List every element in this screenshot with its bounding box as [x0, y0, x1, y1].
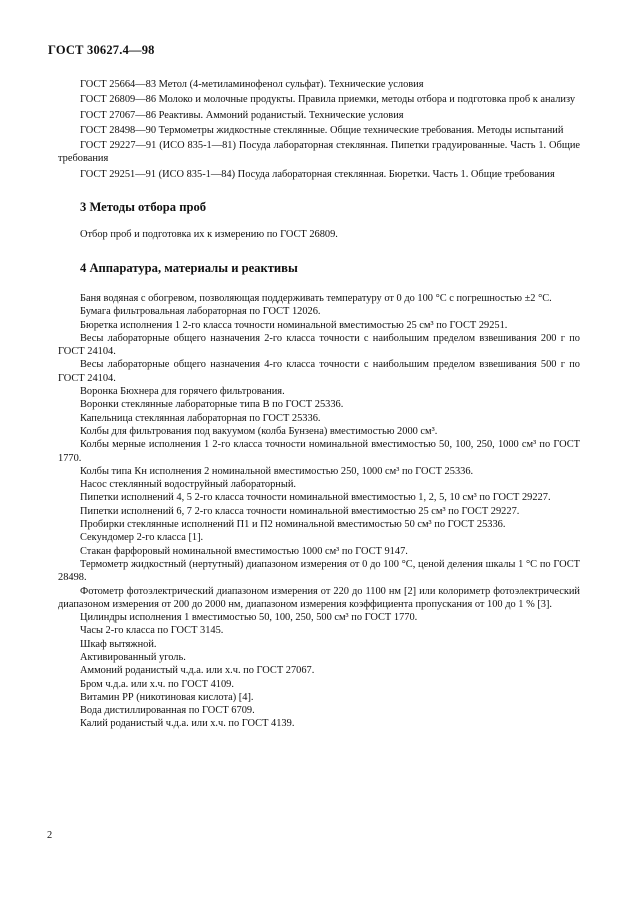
equipment-item: Активированный уголь.: [80, 651, 186, 663]
equipment-item: Насос стеклянный водоструйный лабораторный.: [80, 479, 297, 491]
equipment-item: Шкаф вытяжной.: [80, 638, 157, 650]
page-number: 2: [47, 830, 53, 841]
equipment-item: Пробирки стеклянные исполнений П1 и П2 номинальной вместимостью 50 см³ по ГОСТ 25336.: [80, 519, 506, 531]
reference-item: ГОСТ 28498—90 Термометры жидкостные стеклянные. Общие технические требования. Методы испытаний: [80, 124, 564, 136]
reference-item: ГОСТ 25664—83 Метол (4-метиламинофенол сульфат). Технические условия: [80, 79, 424, 90]
equipment-item: Баня водяная с обогревом, позволяющая поддерживать температуру от 0 до 100 °С с погрешностью ±2 °С.: [80, 292, 552, 304]
equipment-item: Фотометр фотоэлектрический диапазоном измерения от 220 до 1100 нм [2] или колориметр фотоэлектрический диапазоном измерения от 200 до 2000 нм, диапазоном измерения коэффициента пропускания от 100 до 1 % [3].: [58, 585, 580, 610]
equipment-item: Термометр жидкостный (нертутный) диапазоном измерения от 0 до 100 °С, ценой деления шкалы 1 °С по ГОСТ 28498.: [58, 558, 580, 584]
equipment-item: Вода дистиллированная по ГОСТ 6709.: [80, 705, 255, 717]
reference-item: ГОСТ 27067—86 Реактивы. Аммоний роданистый. Технические условия: [80, 109, 404, 121]
equipment-item: Колбы типа Кн исполнения 2 номинальной вместимостью 250, 1000 см³ по ГОСТ 25336.: [80, 465, 474, 477]
reference-item: ГОСТ 29251—91 (ИСО 835-1—84) Посуда лабораторная стеклянная. Бюретки. Часть 1. Общие требования: [80, 168, 555, 180]
document-header: ГОСТ 30627.4—98: [48, 43, 155, 57]
equipment-item: Стакан фарфоровый номинальной вместимостью 1000 см³ по ГОСТ 9147.: [80, 545, 408, 557]
equipment-item: Цилиндры исполнения 1 вместимостью 50, 100, 250, 500 см³ по ГОСТ 1770.: [80, 612, 418, 624]
references-list: [58, 78, 580, 181]
equipment-list: [58, 292, 580, 731]
page-content: [58, 78, 580, 731]
section-3-text: Отбор проб и подготовка их к измерению по ГОСТ 26809.: [80, 229, 338, 241]
equipment-item: Калий роданистый ч.д.а. или х.ч. по ГОСТ 4139.: [80, 718, 295, 730]
equipment-item: Часы 2-го класса по ГОСТ 3145.: [80, 625, 224, 637]
reference-item: ГОСТ 26809—86 Молоко и молочные продукты. Правила приемки, методы отбора и подготовка проб к анализу: [80, 94, 576, 106]
equipment-item: Воронка Бюхнера для горячего фильтрования.: [80, 386, 285, 398]
equipment-item: Бюретка исполнения 1 2-го класса точности номинальной вместимостью 25 см³ по ГОСТ 29251.: [80, 319, 508, 331]
reference-item: ГОСТ 29227—91 (ИСО 835-1—81) Посуда лабораторная стеклянная. Пипетки градуированные. Часть 1. Общие требования: [58, 140, 580, 165]
equipment-item: Пипетки исполнений 6, 7 2-го класса точности номинальной вместимостью 25 см³ по ГОСТ 29227.: [80, 505, 520, 517]
equipment-item: Воронки стеклянные лабораторные типа В по ГОСТ 25336.: [80, 399, 344, 411]
equipment-item: Пипетки исполнений 4, 5 2-го класса точности номинальной вместимостью 1, 2, 5, 10 см³ по ГОСТ 29227.: [80, 492, 551, 504]
equipment-item: Весы лабораторные общего назначения 2-го класса точности с наибольшим пределом взвешивания 200 г по ГОСТ 24104.: [58, 332, 580, 358]
equipment-item: Витамин РР (никотиновая кислота) [4].: [80, 691, 254, 703]
equipment-item: Аммоний роданистый ч.д.а. или х.ч. по ГОСТ 27067.: [80, 665, 315, 677]
section-3-heading: 3 Методы отбора проб: [80, 200, 207, 215]
equipment-item: Капельница стеклянная лабораторная по ГОСТ 25336.: [80, 412, 321, 424]
equipment-item: Колбы мерные исполнения 1 2-го класса точности номинальной вместимостью 50, 100, 250, 1000 см³ по ГОСТ 1770.: [58, 439, 580, 464]
equipment-item: Бром ч.д.а. или х.ч. по ГОСТ 4109.: [80, 678, 234, 690]
equipment-item: Весы лабораторные общего назначения 4-го класса точности с наибольшим пределом взвешивания 500 г по ГОСТ 24104.: [58, 359, 580, 384]
equipment-item: Колбы для фильтрования под вакуумом (колба Бунзена) вместимостью 2000 см³.: [80, 425, 438, 437]
equipment-item: Секундомер 2-го класса [1].: [80, 532, 204, 544]
section-4-heading: 4 Аппаратура, материалы и реактивы: [80, 260, 298, 275]
equipment-item: Бумага фильтровальная лабораторная по ГОСТ 12026.: [80, 306, 321, 318]
